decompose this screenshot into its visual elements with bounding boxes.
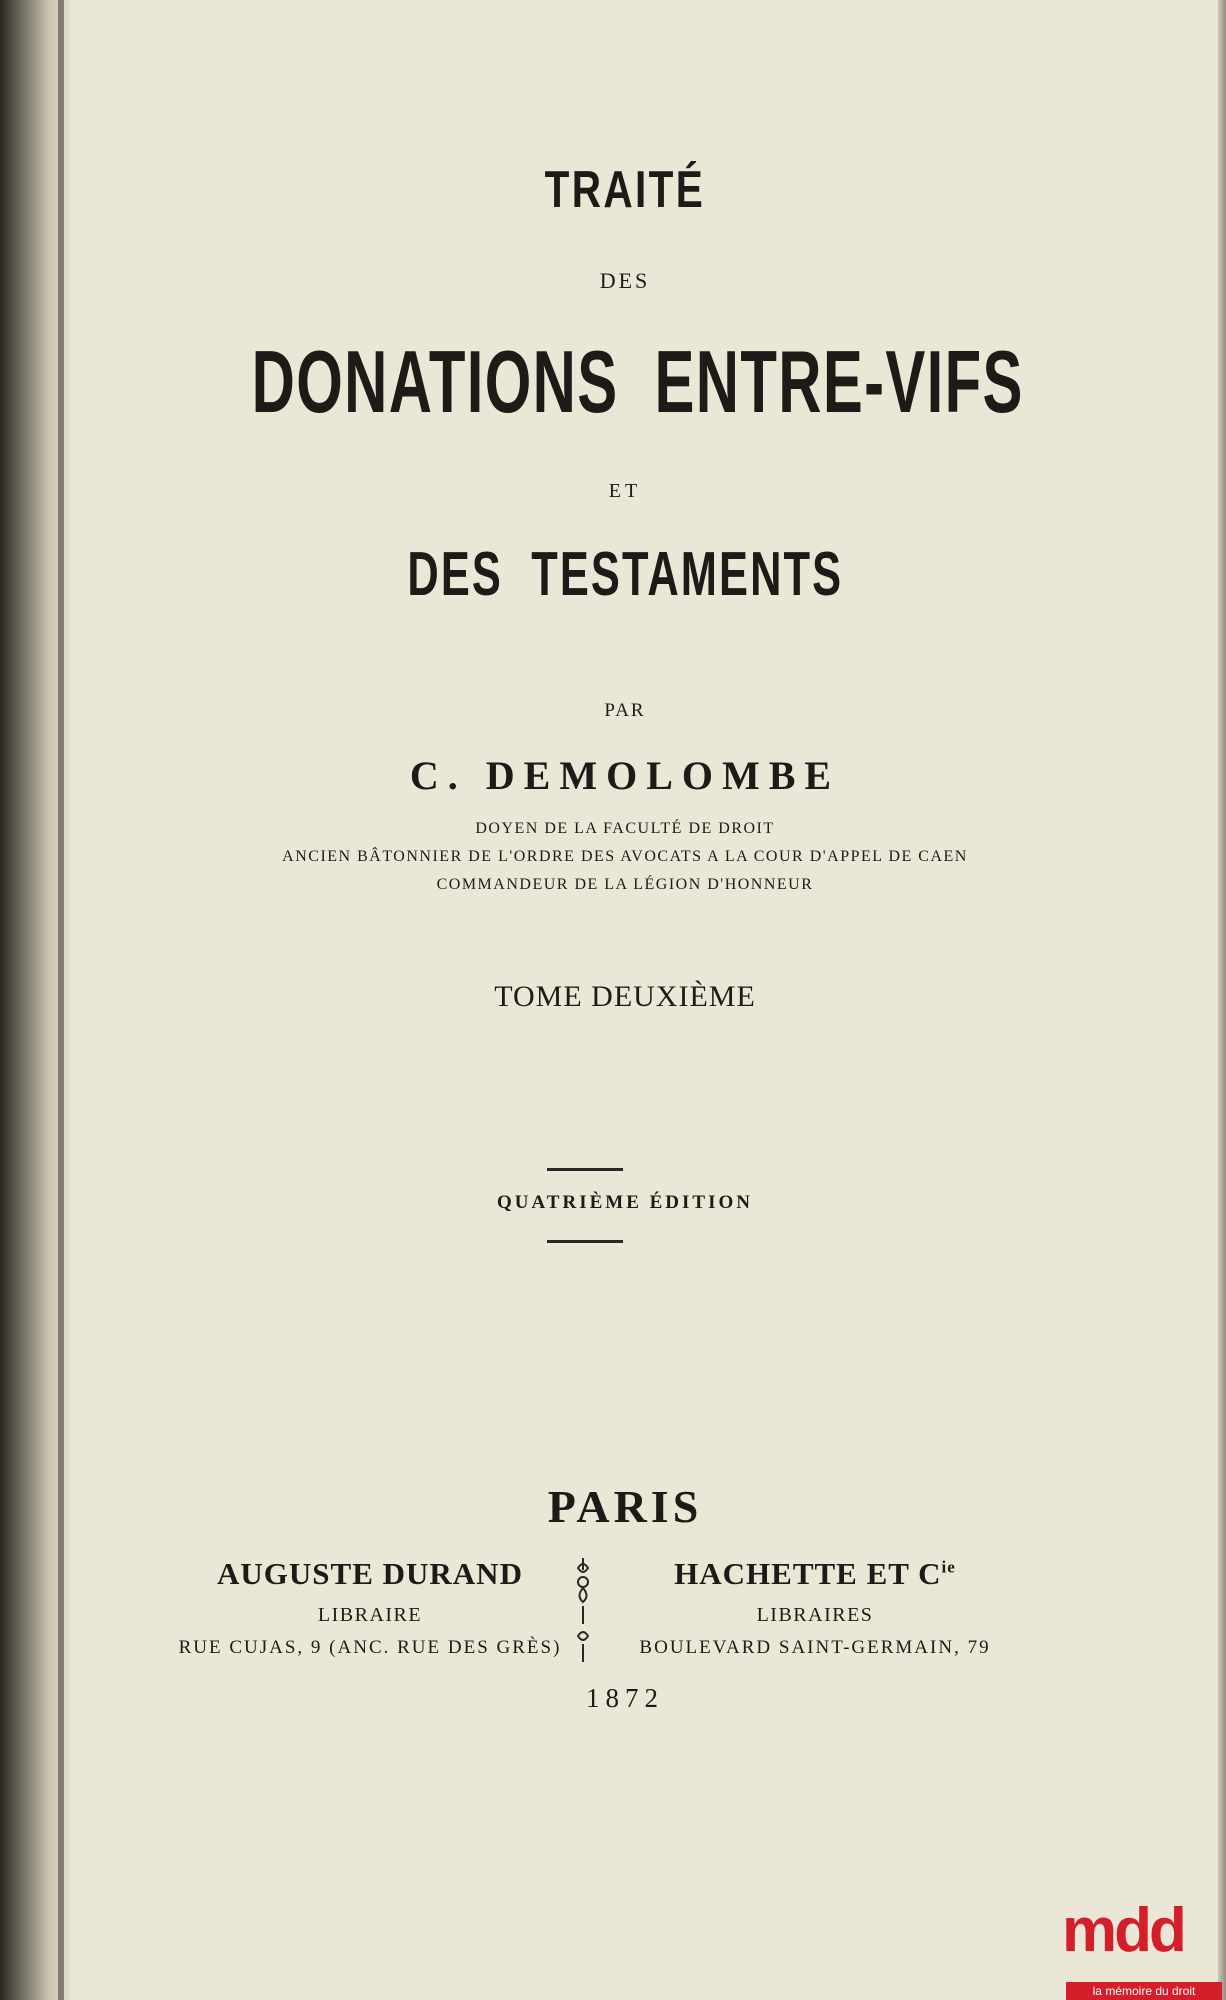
ornament-divider-icon: [572, 1556, 594, 1666]
volume-label: TOME DEUXIÈME: [494, 980, 756, 1013]
rule-top: [547, 1168, 623, 1171]
publisher-right-role: LIBRAIRES: [756, 1604, 874, 1626]
title-et: ET: [608, 480, 642, 502]
title-donations: DONATIONS ENTRE-VIFS: [251, 332, 1024, 431]
publisher-right-address: BOULEVARD SAINT-GERMAIN, 79: [639, 1637, 991, 1658]
gutter-edge: [58, 0, 64, 2000]
rule-bottom: [547, 1240, 623, 1243]
publisher-left-name: AUGUSTE DURAND: [217, 1556, 523, 1591]
by-line: PAR: [604, 700, 646, 721]
title-des: DES: [599, 268, 651, 293]
mdd-logo-tagline: la mémoire du droit: [1066, 1982, 1222, 2000]
publisher-left-role: LIBRAIRE: [317, 1604, 423, 1626]
imprint-city: PARIS: [547, 1481, 703, 1532]
page-edge: [1218, 0, 1226, 2000]
mdd-logo-text: mdd: [1062, 1896, 1184, 1965]
author-credit-legion: COMMANDEUR DE LA LÉGION D'HONNEUR: [436, 876, 814, 893]
publisher-left: [150, 1556, 590, 1659]
author-credit-dean: DOYEN DE LA FACULTÉ DE DROIT: [475, 820, 775, 837]
publisher-left-address: RUE CUJAS, 9 (ANC. RUE DES GRÈS): [178, 1637, 562, 1658]
publication-year: 1872: [586, 1683, 664, 1713]
author-name: C. DEMOLOMBE: [409, 753, 841, 798]
publisher-right: [600, 1556, 1030, 1659]
publisher-right-name: HACHETTE ET $C^{ie}$: [674, 1556, 956, 1591]
title-testaments: DES TESTAMENTS: [407, 540, 843, 609]
title-traite: TRAITÉ: [544, 161, 706, 219]
author-credit-batonnier: ANCIEN BÂTONNIER DE L'ORDRE DES AVOCATS A LA COUR D'APPEL DE CAEN: [282, 848, 968, 865]
edition-label: QUATRIÈME ÉDITION: [497, 1192, 753, 1213]
mdd-watermark-logo: [1062, 1896, 1222, 2000]
